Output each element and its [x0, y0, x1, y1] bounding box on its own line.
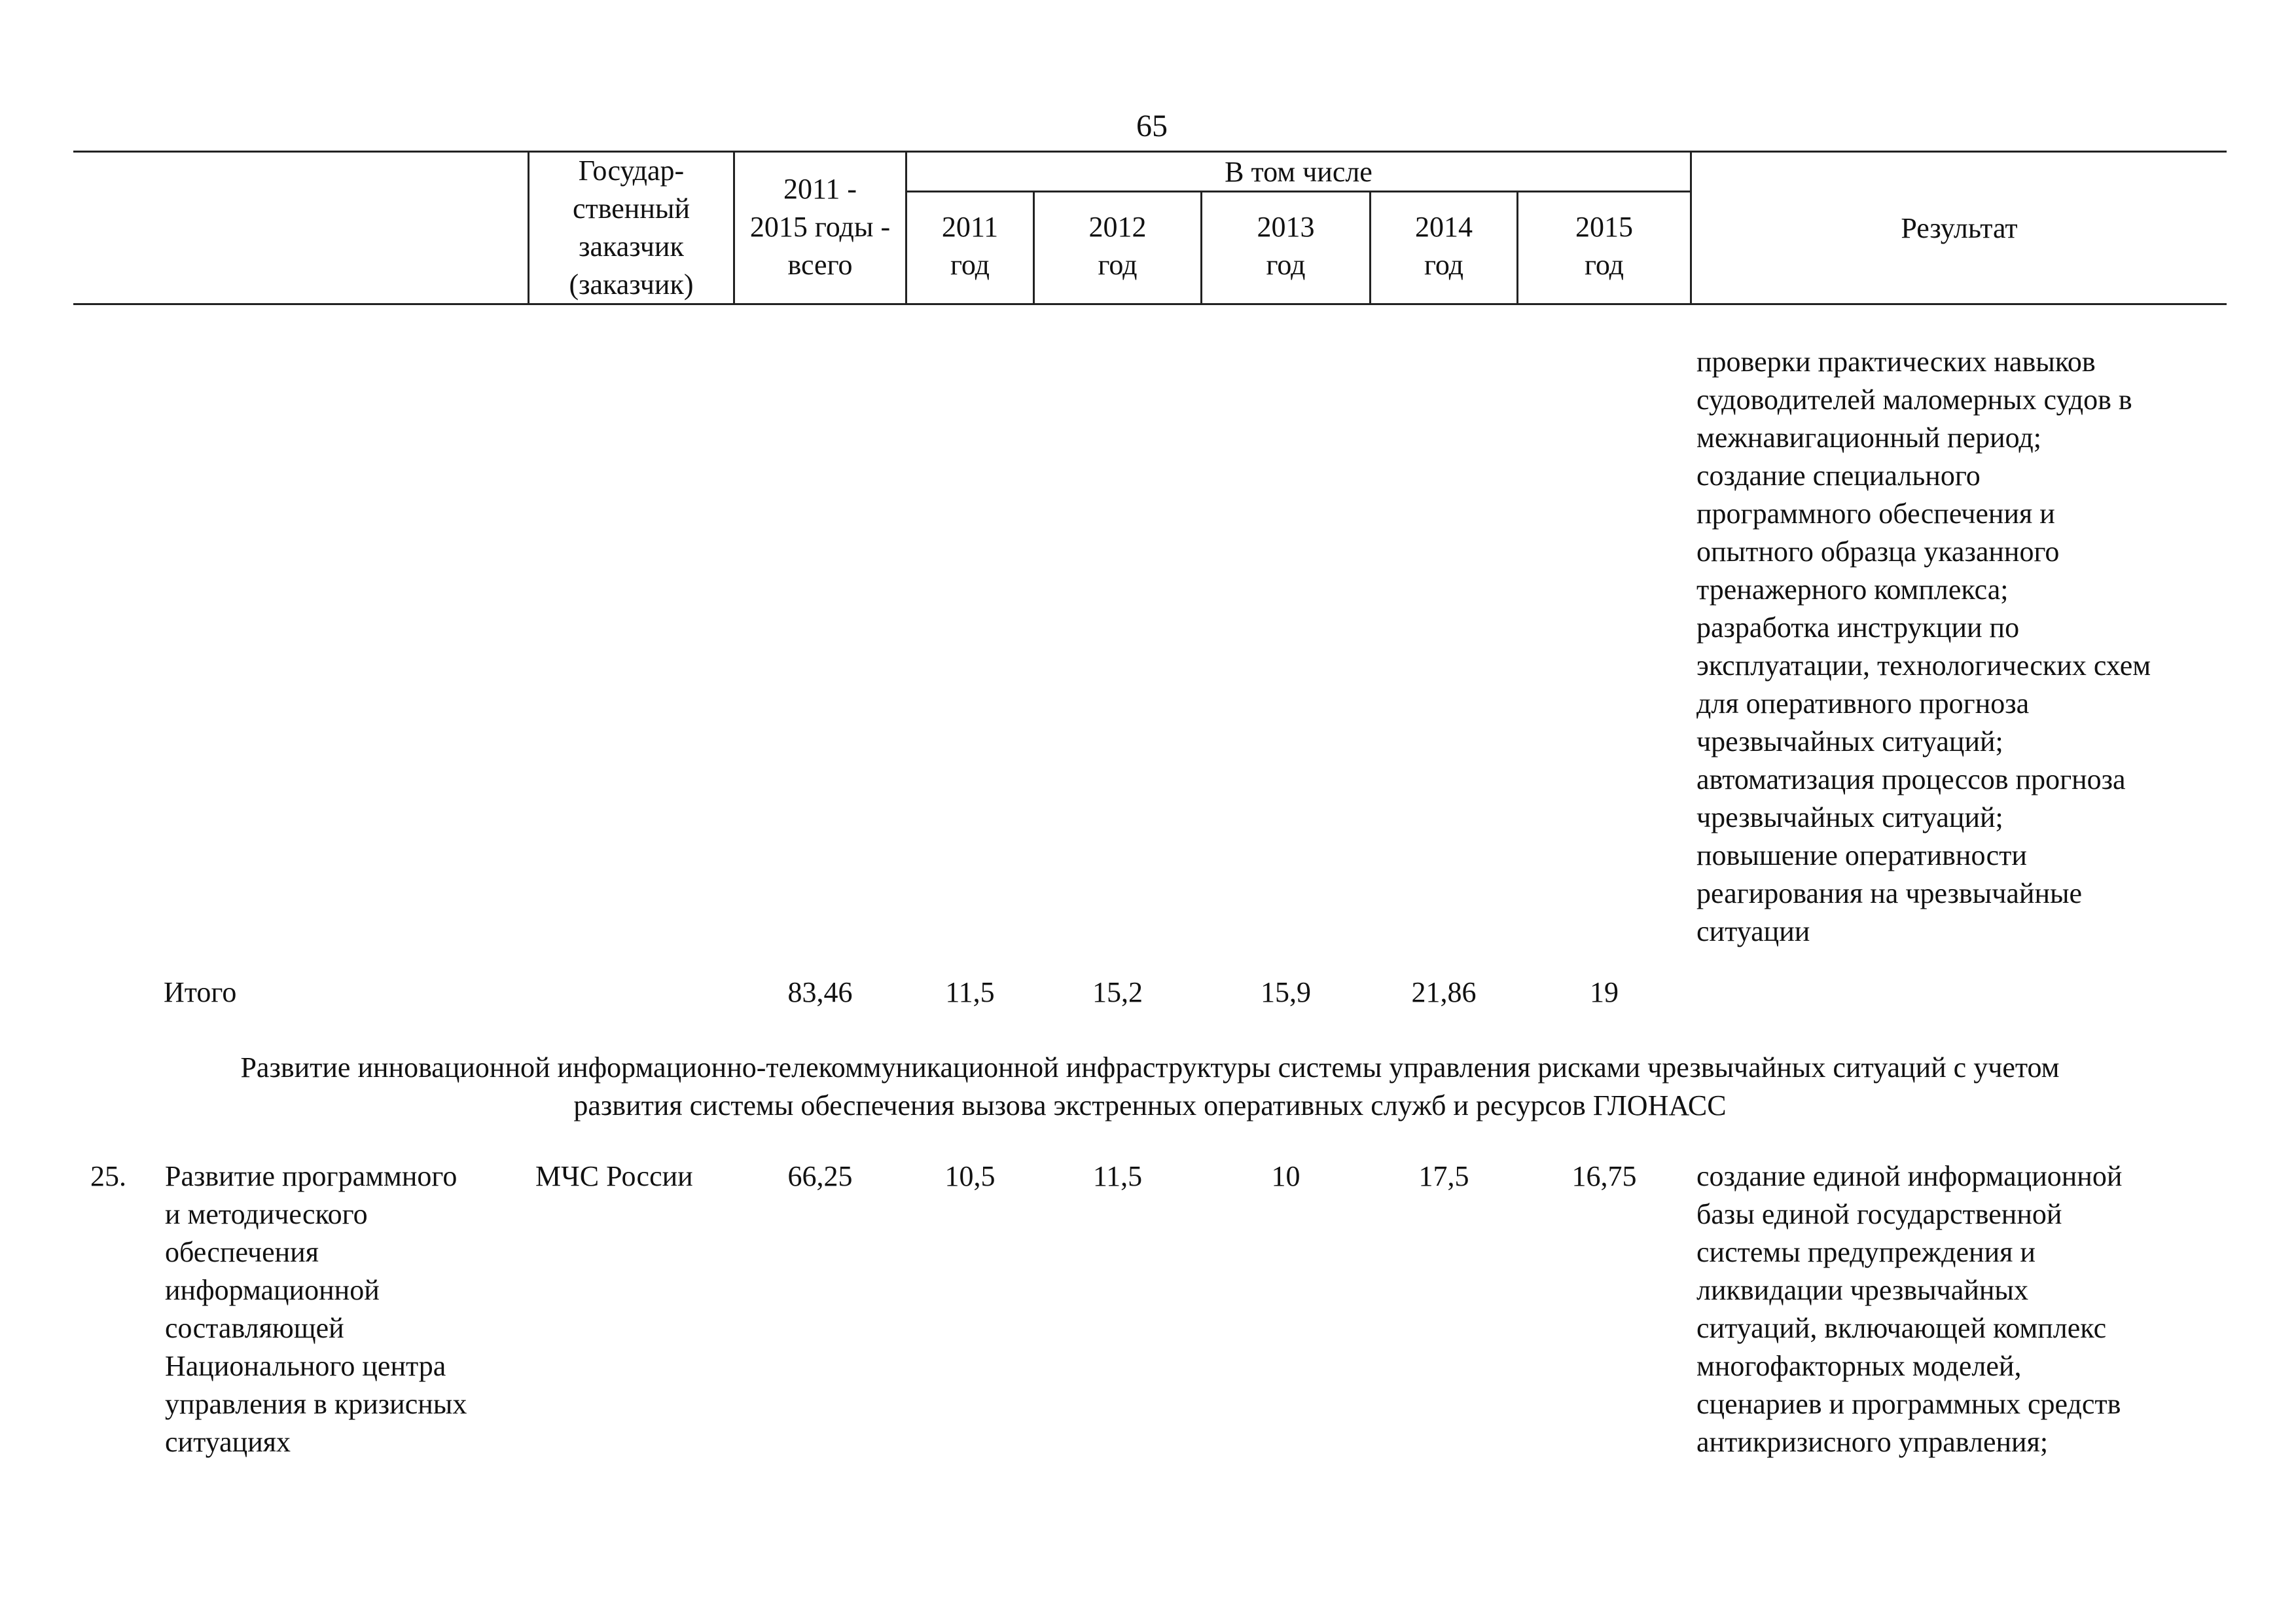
row-2012: 11,5: [1092, 1160, 1143, 1192]
header-year-2012: 2012 год: [1088, 211, 1147, 281]
total-row-2012: 15,2: [1092, 976, 1143, 1008]
header-including: В том числе: [1225, 156, 1372, 188]
row-name: Развитие программного и методического обеспечения информационной составляющей Национального центра управления в кризисных ситуациях: [165, 1160, 467, 1458]
continued-result-text: проверки практических навыков судоводителей маломерных судов в межнавигационный период; создание специального программного обеспечения и опытного образца указанного тренажерного комплекса; разработка инструкции по эксплуатации, технологических схем для оперативного прогноза чрезвычайных ситуаций; автоматизация процессов прогноза чрезвычайных ситуаций; повышение оперативности реагирования на чрезвычайные ситуации: [1696, 346, 2151, 947]
row-customer: МЧС России: [535, 1160, 693, 1192]
total-row-2015: 19: [1590, 976, 1619, 1008]
header-result: Результат: [1901, 212, 2018, 244]
header-total-period: 2011 - 2015 годы - всего: [749, 173, 891, 281]
total-row-sum: 83,46: [787, 976, 853, 1008]
page-number: 65: [1136, 109, 1168, 143]
total-row-2013: 15,9: [1261, 976, 1311, 1008]
row-2015: 16,75: [1571, 1160, 1637, 1192]
total-row-2014: 21,86: [1411, 976, 1477, 1008]
total-row-2011: 11,5: [945, 976, 995, 1008]
header-year-2011: 2011 год: [941, 211, 999, 281]
header-bottom-rule: [73, 303, 2227, 305]
row-result: создание единой информационной базы единой государственной системы предупреждения и ликвидации чрезвычайных ситуаций, включающей комплекс многофакторных моделей, сценариев и программных средств антикризисного управления;: [1696, 1160, 2123, 1458]
section-heading: Развитие инновационной информационно-телекоммуникационной инфраструктуры системы управления рисками чрезвычайных ситуаций с учетом развития системы обеспечения вызова экстренных оперативных служб и ресурсов ГЛОНАСС: [240, 1051, 2060, 1122]
row-number: 25.: [90, 1160, 126, 1192]
header-top-rule: [73, 151, 2227, 153]
row-2014: 17,5: [1418, 1160, 1469, 1192]
header-customer: Государ- ственный заказчик (заказчик): [569, 155, 694, 301]
row-2013: 10: [1271, 1160, 1300, 1192]
row-2011: 10,5: [944, 1160, 996, 1192]
header-year-2014: 2014 год: [1415, 211, 1473, 281]
row-total: 66,25: [787, 1160, 853, 1192]
total-row-label: Итого: [164, 976, 237, 1008]
header-year-2015: 2015 год: [1575, 211, 1633, 281]
header-year-2013: 2013 год: [1257, 211, 1315, 281]
